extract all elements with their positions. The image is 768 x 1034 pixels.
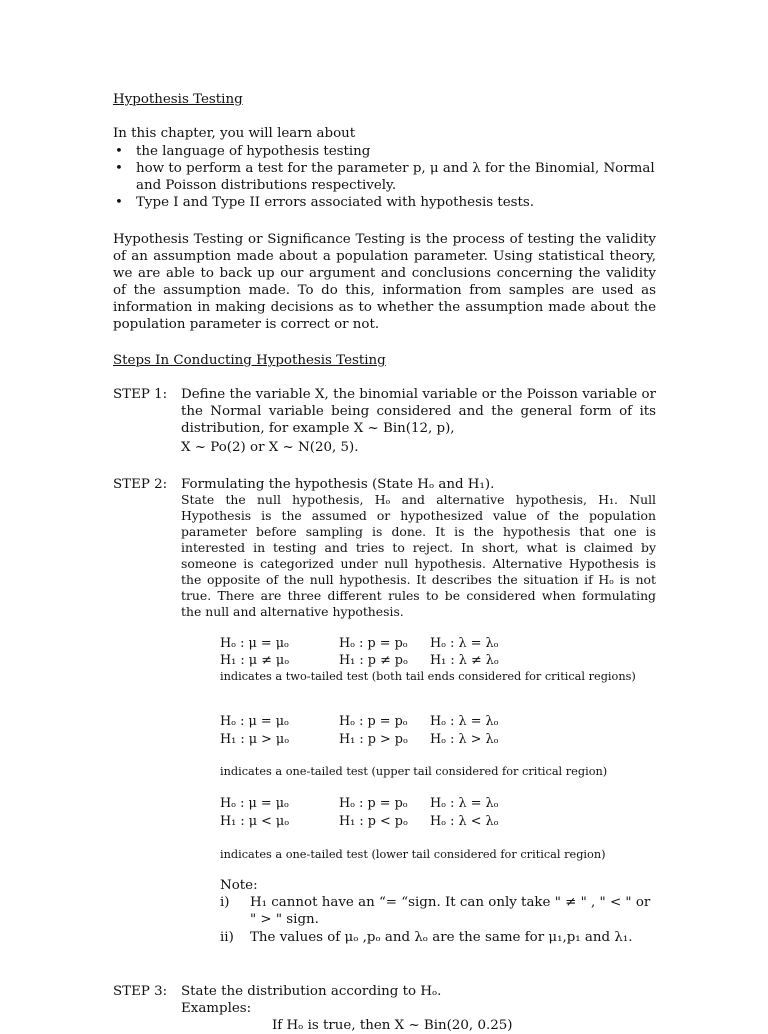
note-heading: Note: [220, 878, 258, 893]
mu-hypothesis: H₁ : μ ≠ μₒ [220, 653, 290, 668]
hypothesis-caption: indicates a one-tailed test (lower tail considered for critical region) [220, 848, 606, 861]
lambda-hypothesis: Hₒ : λ = λₒ [430, 796, 499, 811]
p-hypothesis: Hₒ : p = pₒ [339, 796, 408, 811]
mu-hypothesis: Hₒ : μ = μₒ [220, 636, 289, 651]
mu-hypothesis: H₁ : μ > μₒ [220, 732, 290, 747]
lambda-hypothesis: Hₒ : λ = λₒ [430, 714, 499, 729]
note-item-label: ii) [220, 930, 234, 945]
note-item [220, 929, 660, 946]
hypothesis-row [220, 653, 499, 669]
note-item-label: i) [220, 895, 230, 910]
list-item: • how to perform a test for the parameter p, μ and λ for the Binomial, Normal and Poisson distributions respectively. [113, 160, 658, 194]
learning-objectives-list [113, 143, 658, 211]
p-hypothesis: H₁ : p < pₒ [339, 814, 408, 829]
mu-hypothesis: Hₒ : μ = μₒ [220, 796, 289, 811]
list-item: • the language of hypothesis testing [113, 143, 658, 160]
step-3-label: STEP 3: [113, 984, 168, 999]
hypothesis-caption: indicates a two-tailed test (both tail ends considered for critical regions) [220, 670, 636, 683]
note-item [220, 894, 660, 928]
p-hypothesis: Hₒ : p = pₒ [339, 714, 408, 729]
step-2-body: State the null hypothesis, Hₒ and alternative hypothesis, H₁. Null Hypothesis is the assumed or hypothesized value of the population parameter before sampling is done. It is the hypothesis that one is interested in testing and tries to reject. In short, what is claimed by someone is categorized under null hypothesis. Alternative Hypothesis is the opposite of the null hypothesis. It describes the situation if Hₒ is not true. There are three different rules to be considered when formulating the null and alternative hypothesis. [181, 492, 656, 619]
hypothesis-caption: indicates a one-tailed test (upper tail considered for critical region) [220, 765, 608, 778]
note-item-text: The values of μₒ ,pₒ and λₒ are the same for μ₁,p₁ and λ₁. [250, 930, 633, 945]
hypothesis-row [220, 732, 499, 748]
list-item: • Type I and Type II errors associated with hypothesis tests. [113, 194, 658, 211]
step-3-example-line: If Hₒ is true, then X ~ Bin(20, 0.25) [272, 1018, 513, 1033]
step-1-examples: X ~ Po(2) or X ~ N(20, 5). [181, 440, 359, 455]
definition-paragraph: Hypothesis Testing or Significance Testing is the process of testing the validity of an assumption made about a population parameter. Using statistical theory, we are able to back up our argument and conclusions concerning the validity of the assumption made. To do this, information from samples are used as information in making decisions as to whether the assumption made about the population parameter is correct or not. [113, 232, 656, 332]
note-item-text: H₁ cannot have an “= “sign. It can only take " ≠ " , " < " or " > " sign. [250, 895, 651, 927]
mu-hypothesis: H₁ : μ < μₒ [220, 814, 290, 829]
lambda-hypothesis: Hₒ : λ < λₒ [430, 814, 499, 829]
p-hypothesis: H₁ : p ≠ pₒ [339, 653, 408, 668]
mu-hypothesis: Hₒ : μ = μₒ [220, 714, 289, 729]
section-heading: Steps In Conducting Hypothesis Testing [113, 353, 386, 368]
hypothesis-row [220, 814, 499, 830]
lambda-hypothesis: Hₒ : λ > λₒ [430, 732, 499, 747]
step-1-text: Define the variable X, the binomial variable or the Poisson variable or the Normal variable being considered and the general form of its distribution, for example X ~ Bin(12, p), [181, 387, 656, 436]
p-hypothesis: H₁ : p > pₒ [339, 732, 408, 747]
step-2-label: STEP 2: [113, 477, 168, 492]
hypothesis-row [220, 636, 499, 652]
p-hypothesis: Hₒ : p = pₒ [339, 636, 408, 651]
step-3-examples-label: Examples: [181, 1001, 252, 1016]
lambda-hypothesis: H₁ : λ ≠ λₒ [430, 653, 499, 668]
hypothesis-row [220, 796, 499, 812]
step-1-label: STEP 1: [113, 387, 168, 402]
hypothesis-row [220, 714, 499, 730]
step-2-heading: Formulating the hypothesis (State Hₒ and H₁). [181, 477, 495, 492]
lambda-hypothesis: Hₒ : λ = λₒ [430, 636, 499, 651]
page-title: Hypothesis Testing [113, 92, 243, 107]
note-list [220, 894, 660, 946]
intro-text: In this chapter, you will learn about [113, 126, 356, 141]
step-3-text: State the distribution according to Hₒ. [181, 984, 442, 999]
